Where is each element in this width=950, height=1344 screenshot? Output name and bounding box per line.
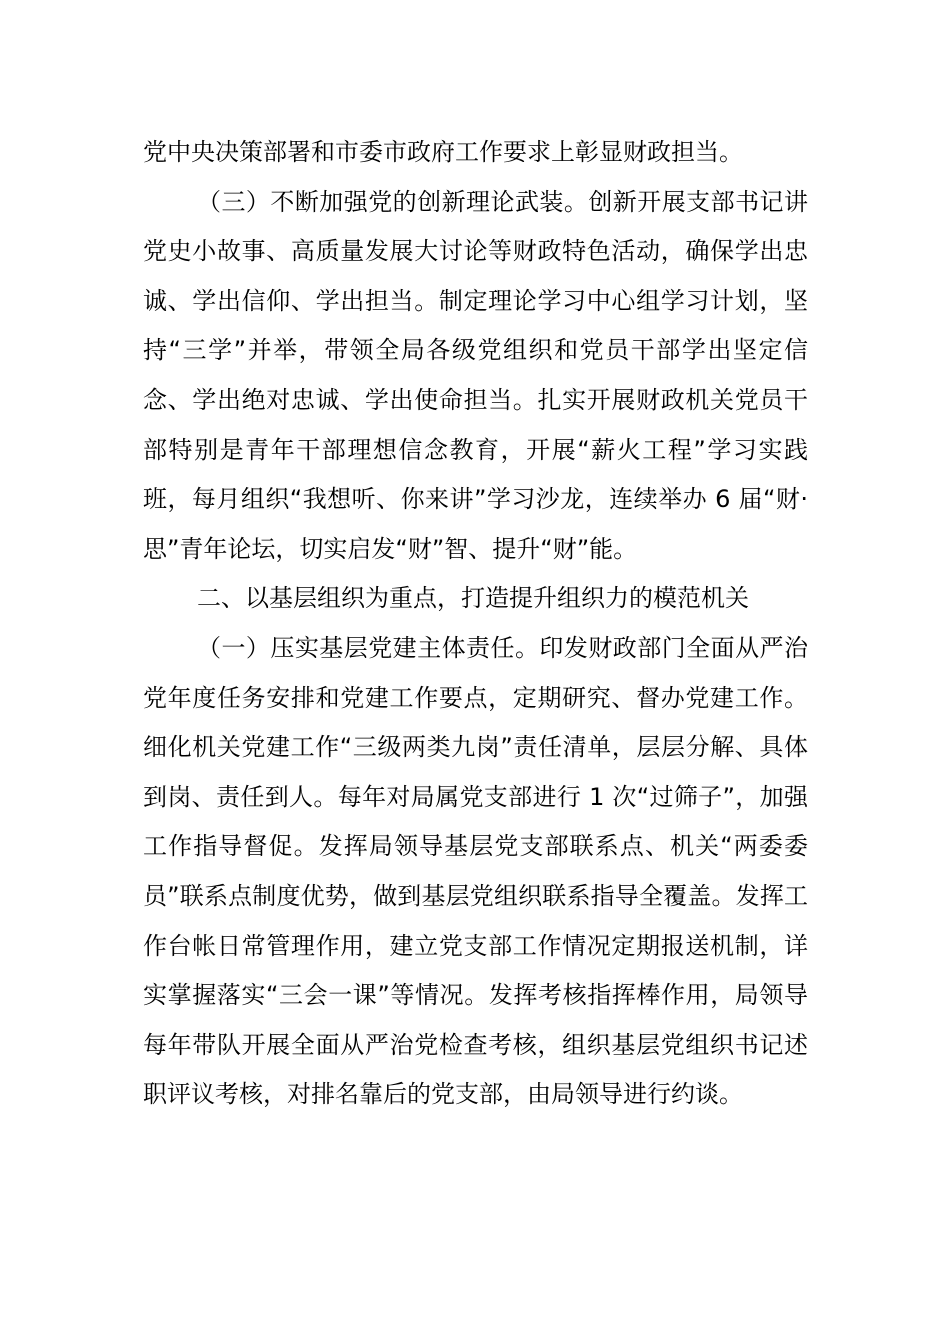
document-body <box>143 128 808 1120</box>
section-heading-two: 二、以基层组织为重点，打造提升组织力的模范机关 <box>197 584 749 613</box>
paragraph-section-one: （一）压实基层党建主体责任。印发财政部门全面从严治党年度任务安排和党建工作要点，定期研究、督办党建工作。细化机关党建工作“三级两类九岗”责任清单，层层分解、具体到岗、责任到人。每年对局属党支部进行 1 次“过筛子”，加强工作指导督促。发挥局领导基层党支部联系点、机关“两委委员”联系点制度优势，做到基层党组织联系指导全覆盖。发挥工作台帐日常管理作用，建立党支部工作情况定期报送机制，详实掌握落实“三会一课”等情况。发挥考核指挥棒作用，局领导每年带队开展全面从严治党检查考核，组织基层党组织书记述职评议考核，对排名靠后的党支部，由局领导进行约谈。 <box>143 633 808 1109</box>
paragraph-continuation: 党中央决策部署和市委市政府工作要求上彰显财政担当。 <box>143 138 743 166</box>
paragraph-section-three: （三）不断加强党的创新理论武装。创新开展支部书记讲党史小故事、高质量发展大讨论等财政特色活动，确保学出忠诚、学出信仰、学出担当。制定理论学习中心组学习计划，坚持“三学”并举，带领全局各级党组织和党员干部学出坚定信念、学出绝对忠诚、学出使命担当。扎实开展财政机关党员干部特别是青年干部理想信念教育，开展“薪火工程”学习实践班，每月组织“我想听、你来讲”学习沙龙，连续举办 6 届“财·思”青年论坛，切实启发“财”智、提升“财”能。 <box>143 187 808 563</box>
